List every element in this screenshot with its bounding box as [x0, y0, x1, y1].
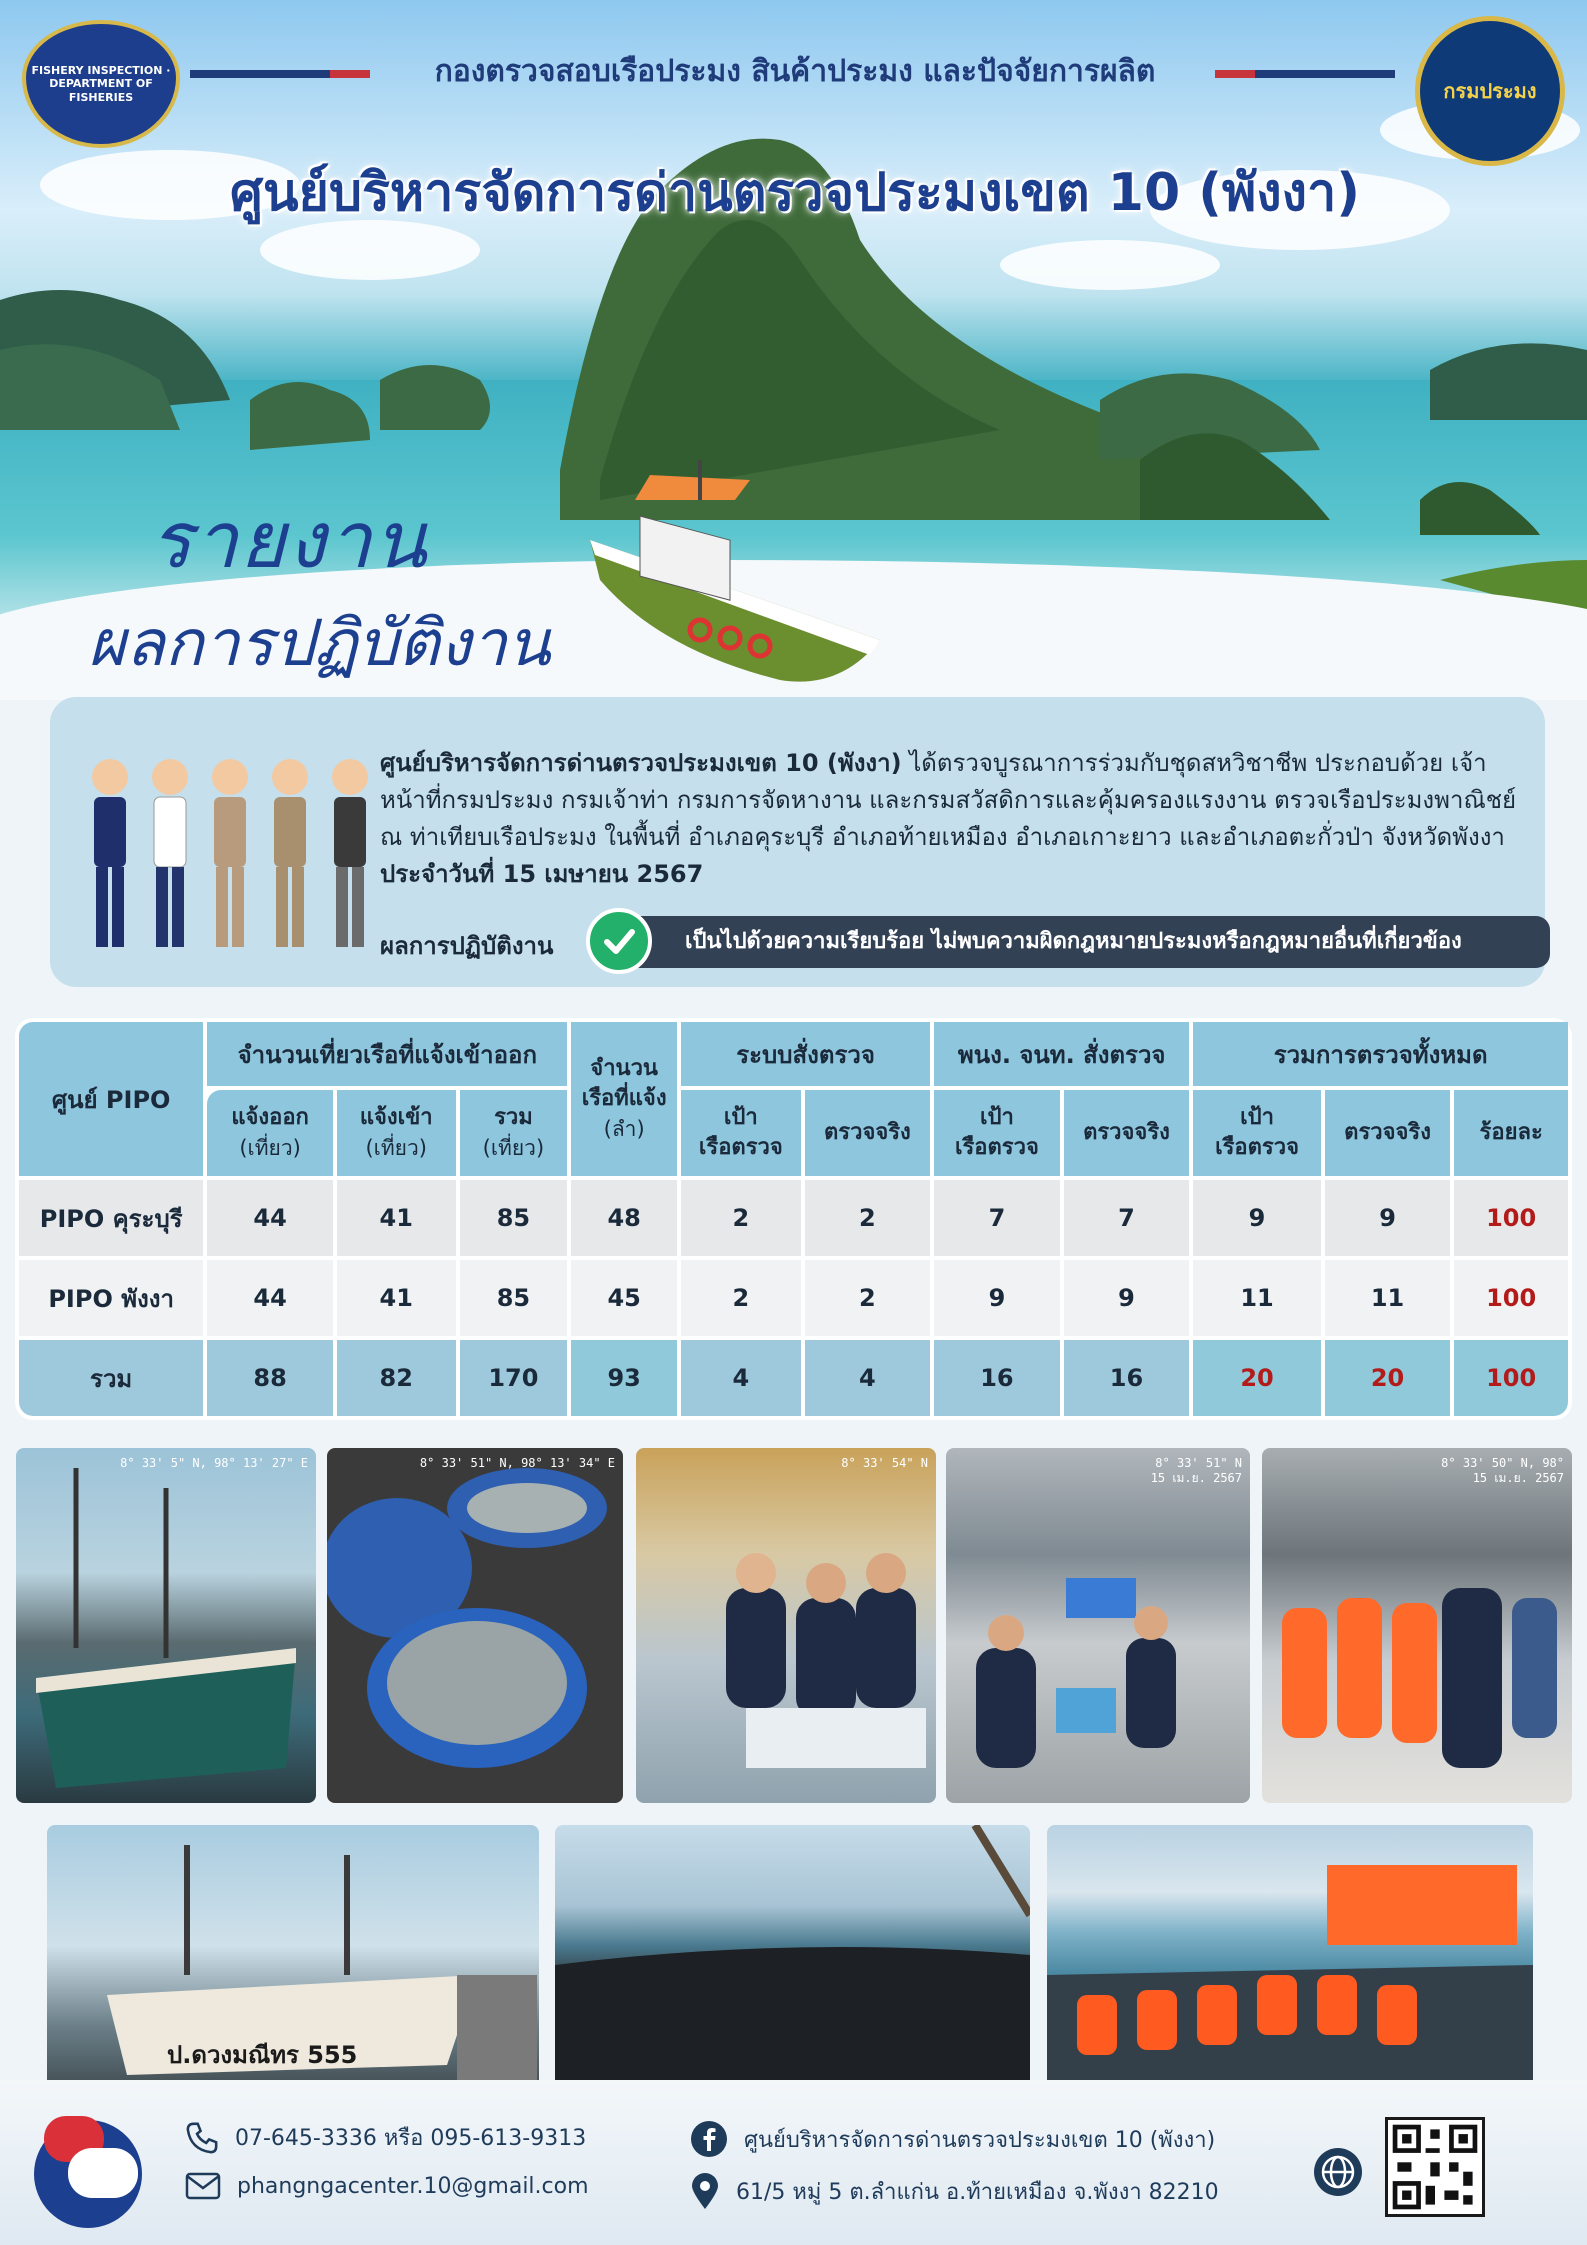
photo-gps-stamp: 8° 33' 51" N 15 เม.ย. 2567 [1150, 1456, 1242, 1485]
cell-off-actual: 16 [1064, 1340, 1190, 1416]
photo-gps-stamp: 8° 33' 5" N, 98° 13' 27" E [120, 1456, 308, 1470]
cell-sum: 85 [460, 1180, 568, 1256]
cell-sum: 170 [460, 1340, 568, 1416]
fishery-inspection-logo: FISHERY INSPECTION · DEPARTMENT OF FISHERIES [22, 20, 180, 148]
cell-out: 88 [207, 1340, 333, 1416]
table-row [19, 1260, 1568, 1336]
photo-gps-stamp: 8° 33' 50" N, 98° 15 เม.ย. 2567 [1441, 1456, 1564, 1485]
header-sys-target: เป้า เรือตรวจ [681, 1090, 801, 1176]
address-contact [690, 2172, 1219, 2210]
result-row [380, 912, 1520, 970]
cell-percent: 100 [1454, 1180, 1568, 1256]
email-contact[interactable] [185, 2172, 589, 2200]
phone-icon [185, 2121, 219, 2155]
facebook-contact[interactable] [690, 2120, 1215, 2158]
cell-tot-target: 9 [1193, 1180, 1321, 1256]
header-total-group: รวมการตรวจทั้งหมด [1193, 1022, 1568, 1086]
header-sum: รวม (เที่ยว) [460, 1090, 568, 1176]
cell-off-actual: 7 [1064, 1180, 1190, 1256]
header-tot-target: เป้า เรือตรวจ [1193, 1090, 1321, 1176]
photo-officers-documents [636, 1448, 936, 1803]
photo-gps-stamp: 8° 33' 54" N [841, 1456, 928, 1470]
inspection-table [15, 1018, 1572, 1420]
summary-body: ได้ตรวจบูรณาการร่วมกับชุดสหวิชาชีพ ประกอบด้วย เจ้าหน้าที่กรมประมง กรมเจ้าท่า กรมการจัดหางาน และกรมสวัสดิการและคุ้มครองแรงงาน ตรวจเรือประมงพาณิชย์ ณ ท่าเทียบเรือประมง ในพื้นที่ อำเภอคุระบุรี อำเภอท้ายเหมือง อำเภอเกาะยาว และอำเภอตะกั่วป่า จังหวัดพังงา [380, 749, 1517, 851]
officers-illustration [80, 747, 400, 957]
header-system-group: ระบบสั่งตรวจ [681, 1022, 930, 1086]
header-vessels: จำนวน เรือที่แจ้ง (ลำ) [571, 1022, 677, 1176]
footer [0, 2080, 1587, 2245]
header-sys-actual: ตรวจจริง [805, 1090, 931, 1176]
photo-crew-check [1262, 1448, 1572, 1803]
phone-contact[interactable] [185, 2120, 586, 2155]
globe-icon[interactable] [1312, 2146, 1364, 2202]
page-title: ศูนย์บริหารจัดการด่านตรวจประมงเขต 10 (พังงา) [229, 163, 1361, 223]
cell-sys-target: 4 [681, 1340, 801, 1416]
result-status-badge: เป็นไปด้วยความเรียบร้อย ไม่พบความผิดกฎหมายประมงหรือกฎหมายอื่นที่เกี่ยวข้อง [595, 916, 1550, 968]
cell-out: 44 [207, 1180, 333, 1256]
address-text: 61/5 หมู่ 5 ต.ลำแก่น อ.ท้ายเหมือง จ.พังงา 82210 [736, 2179, 1219, 2205]
facebook-icon [690, 2120, 728, 2158]
cell-sum: 85 [460, 1260, 568, 1336]
cell-off-target: 9 [934, 1260, 1060, 1336]
cell-off-actual: 9 [1064, 1260, 1190, 1336]
row-name: PIPO คุระบุรี [19, 1180, 203, 1256]
cell-vessels: 93 [571, 1340, 677, 1416]
mail-icon [185, 2172, 221, 2200]
cell-tot-actual: 11 [1325, 1260, 1451, 1336]
email-address: phangngacenter.10@gmail.com [237, 2173, 589, 2199]
cell-sys-actual: 2 [805, 1180, 931, 1256]
cell-percent: 100 [1454, 1340, 1568, 1416]
photo-pier-inspection [946, 1448, 1250, 1803]
header-in: แจ้งเข้า (เที่ยว) [337, 1090, 456, 1176]
cell-in: 41 [337, 1180, 456, 1256]
cell-tot-target: 20 [1193, 1340, 1321, 1416]
department-of-fisheries-seal: กรมประมง [1415, 16, 1565, 166]
summary-card [50, 697, 1545, 987]
cell-out: 44 [207, 1260, 333, 1336]
photo-gps-stamp: 8° 33' 51" N, 98° 13' 34" E [419, 1456, 615, 1470]
header-tot-actual: ตรวจจริง [1325, 1090, 1451, 1176]
fishing-boat-illustration [580, 460, 900, 700]
facebook-page-name: ศูนย์บริหารจัดการด่านตรวจประมงเขต 10 (พังงา) [744, 2127, 1216, 2153]
org-name: ศูนย์บริหารจัดการด่านตรวจประมงเขต 10 (พังงา) [380, 749, 902, 777]
header-officer-group: พนง. จนท. สั่งตรวจ [934, 1022, 1189, 1086]
cell-percent: 100 [1454, 1260, 1568, 1336]
header-percent: ร้อยละ [1454, 1090, 1568, 1176]
chat-icon[interactable] [34, 2120, 142, 2228]
report-heading: รายงาน [150, 496, 429, 586]
summary-text [380, 745, 1520, 893]
cell-vessels: 48 [571, 1180, 677, 1256]
photo-fish-catch [327, 1448, 623, 1803]
table-row [19, 1180, 1568, 1256]
header-out: แจ้งออก (เที่ยว) [207, 1090, 333, 1176]
cell-tot-target: 11 [1193, 1260, 1321, 1336]
header-off-actual: ตรวจจริง [1064, 1090, 1190, 1176]
cell-sys-target: 2 [681, 1260, 801, 1336]
location-pin-icon [690, 2172, 720, 2210]
photo-fishing-nets [555, 1825, 1030, 2093]
cell-tot-actual: 9 [1325, 1180, 1451, 1256]
cell-sys-actual: 2 [805, 1260, 931, 1336]
row-name: PIPO พังงา [19, 1260, 203, 1336]
agency-header: กองตรวจสอบเรือประมง สินค้าประมง และปัจจัยการผลิต [434, 54, 1156, 89]
cell-in: 41 [337, 1260, 456, 1336]
cell-off-target: 7 [934, 1180, 1060, 1256]
photo-crew-on-deck [1047, 1825, 1533, 2093]
report-date: ประจำวันที่ 15 เมษายน 2567 [380, 860, 704, 888]
qr-code[interactable] [1385, 2117, 1485, 2217]
header-trips-group: จำนวนเที่ยวเรือที่แจ้งเข้าออก [207, 1022, 567, 1086]
cell-off-target: 16 [934, 1340, 1060, 1416]
result-label: ผลการปฏิบัติงาน [380, 932, 554, 960]
cell-sys-target: 2 [681, 1180, 801, 1256]
row-name: รวม [19, 1340, 203, 1416]
cell-in: 82 [337, 1340, 456, 1416]
boat-name-label: ป.ดวงมณีทร 555 [167, 2041, 358, 2069]
header-off-target: เป้า เรือตรวจ [934, 1090, 1060, 1176]
photo-boat-hull [47, 1825, 539, 2093]
report-subheading: ผลการปฏิบัติงาน [88, 607, 551, 681]
check-icon [586, 908, 652, 974]
cell-tot-actual: 20 [1325, 1340, 1451, 1416]
phone-number: 07-645-3336 หรือ 095-613-9313 [235, 2126, 587, 2151]
header-center: ศูนย์ PIPO [19, 1022, 203, 1176]
table-total-row [19, 1340, 1568, 1416]
cell-sys-actual: 4 [805, 1340, 931, 1416]
cell-vessels: 45 [571, 1260, 677, 1336]
photo-fishing-boats [16, 1448, 316, 1803]
